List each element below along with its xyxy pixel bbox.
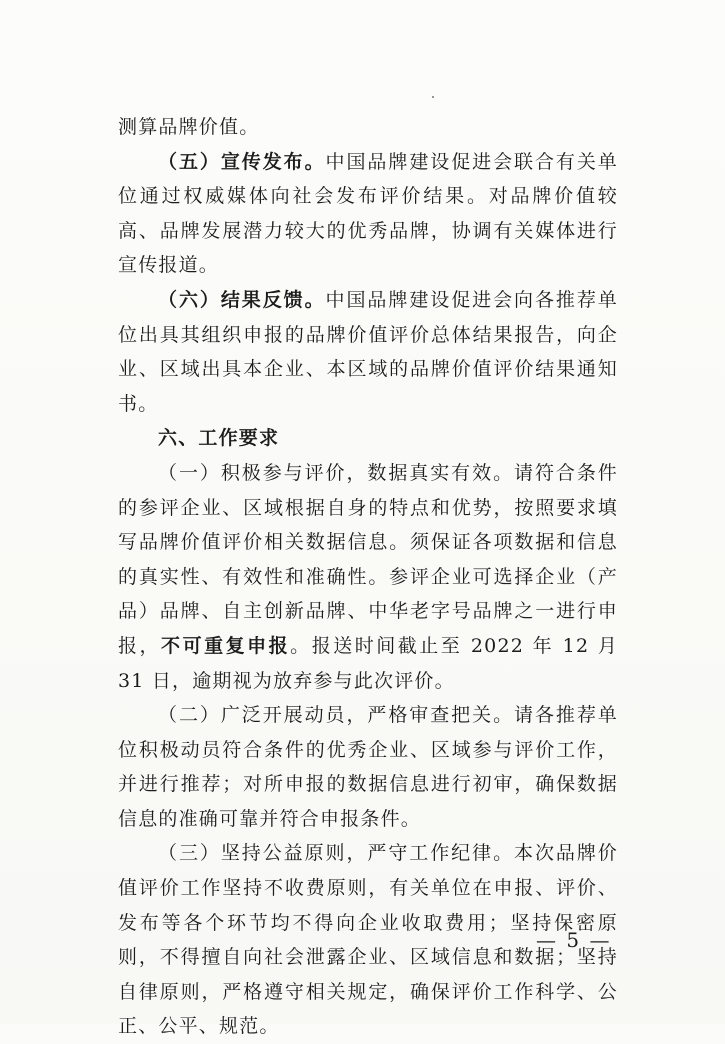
requirement-1 [118,456,618,698]
paragraph-lead: （五）宣传发布。 [158,150,326,173]
paragraph-publicity-release [118,145,618,283]
paragraph-result-feedback [118,283,618,421]
paragraph-lead: （六）结果反馈。 [158,288,326,311]
paragraph-continuation [118,110,618,145]
requirement-text: 请各推荐单位积极动员符合条件的优秀企业、区域参与评价工作，并进行推荐；对所申报的数据信息进行初审，确保数据信息的准确可靠并符合申报条件。 [118,704,618,830]
document-body [118,110,618,1044]
requirement-text-after: 。报送时间截止至 2022 年 12 月 31 日，逾期视为放弃参与此次评价。 [118,634,619,692]
section-heading: 六、工作要求 [158,427,280,450]
requirement-text: 本次品牌价值评价工作坚持不收费原则，有关单位在申报、评价、发布等各个环节均不得向企业收取费用；坚持保密原则，不得擅自向社会泄露企业、区域信息和数据；坚持自律原则，严格遵守相关规定，确保评价工作科学、公正、公平、规范。 [118,842,618,1038]
requirement-title: （三）坚持公益原则，严守工作纪律。 [158,842,515,865]
requirement-title: （二）广泛开展动员，严格审查把关。 [158,704,515,727]
scan-speck [432,96,434,98]
requirement-emphasis: 不可重复申报 [161,634,291,657]
page-number: — 5 — [536,928,612,952]
requirement-title: （一）积极参与评价，数据真实有效。 [158,461,515,484]
requirement-text: 请符合条件的参评企业、区域根据自身的特点和优势，按照要求填写品牌价值评价相关数据信息。须保证各项数据和信息的真实性、有效性和准确性。参评企业可选择企业（产品）品牌、自主创新品牌、中华老字号品牌之一进行申报， [118,461,618,657]
paragraph-text: 测算品牌价值。 [118,116,260,138]
requirement-2 [118,698,618,836]
paragraph-text: 中国品牌建设促进会联合有关单位通过权威媒体向社会发布评价结果。对品牌价值较高、品牌发展潜力较大的优秀品牌，协调有关媒体进行宣传报道。 [118,150,618,277]
paragraph-text: 中国品牌建设促进会向各推荐单位出具其组织申报的品牌价值评价总体结果报告，向企业、区域出具本企业、本区域的品牌价值评价结果通知书。 [118,288,618,415]
